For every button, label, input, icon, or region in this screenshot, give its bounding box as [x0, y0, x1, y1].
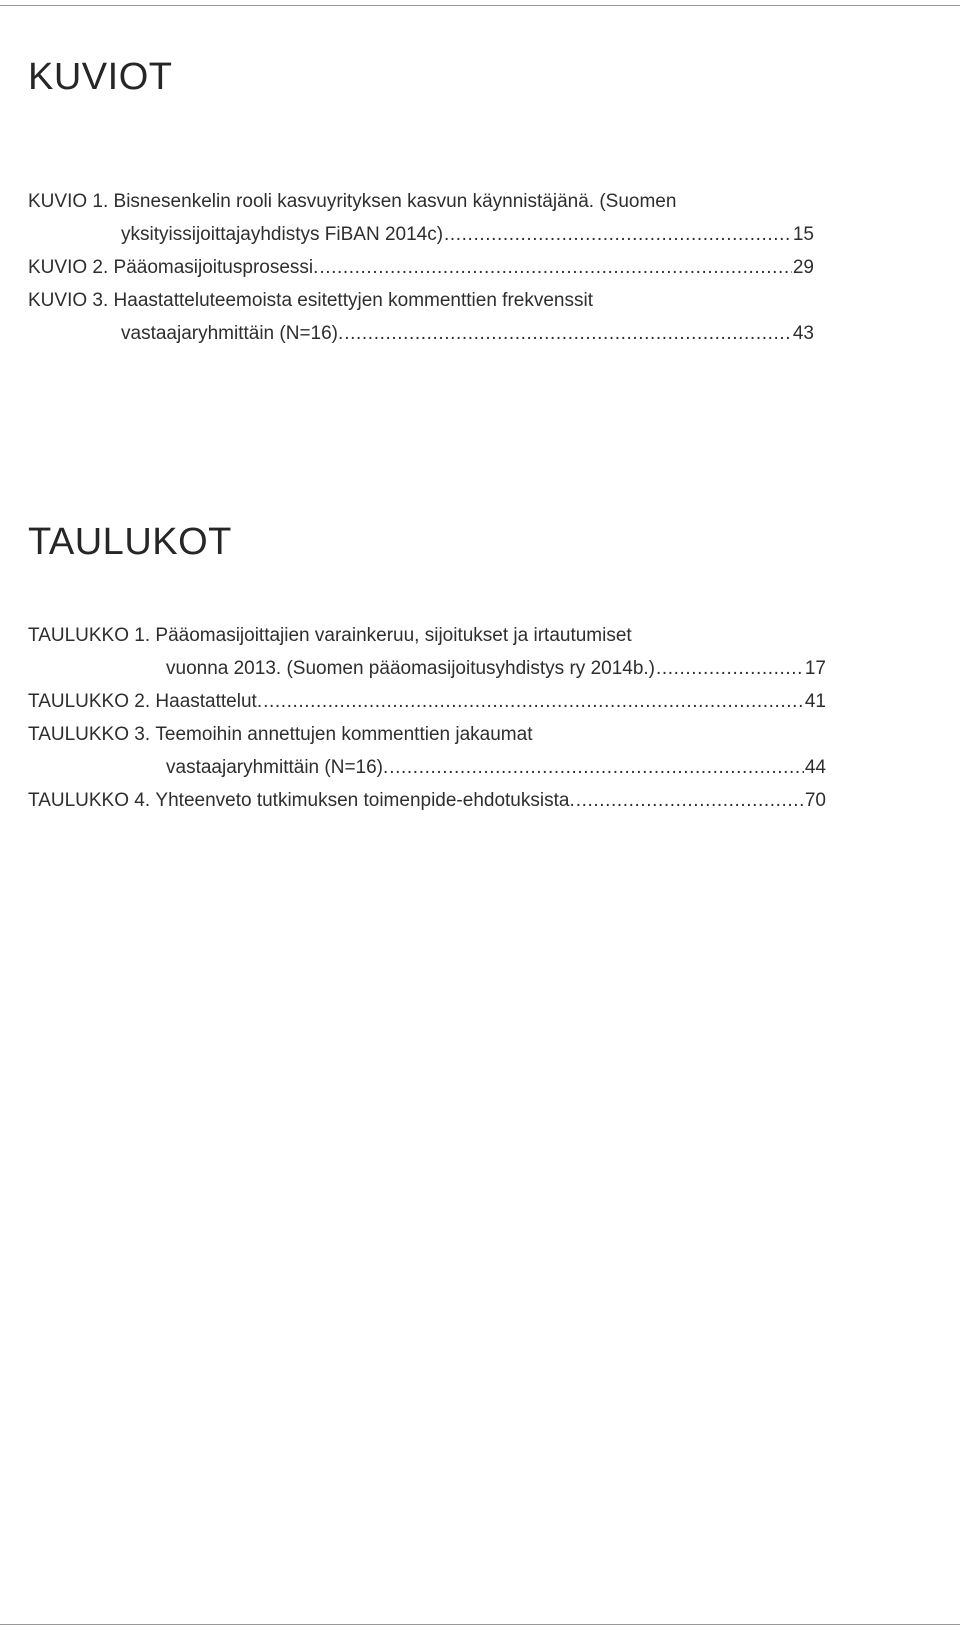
entry-title-continued: vastaajaryhmittäin (N=16).: [121, 323, 344, 344]
entry-title-continued: vuonna 2013. (Suomen pääomasijoitusyhdistys ry 2014b.): [166, 658, 656, 679]
figure-entry-3[interactable]: [28, 284, 814, 350]
table-entry-3[interactable]: [28, 718, 826, 784]
entry-line: [28, 718, 826, 751]
tables-heading: TAULUKOT: [28, 521, 232, 563]
entry-title: Pääomasijoittajien varainkeruu, sijoitukset ja irtautumiset: [155, 625, 632, 646]
tables-entries: [28, 619, 868, 817]
entry-label: TAULUKKO 2.: [28, 691, 151, 712]
dot-leader: [576, 784, 804, 817]
entry-line: [28, 251, 814, 284]
entry-title: Bisnesenkelin rooli kasvuyrityksen kasvun käynnistäjänä. (Suomen: [113, 191, 677, 212]
tables-list: [28, 520, 868, 817]
figures-entries: [28, 185, 868, 350]
table-entry-1[interactable]: [28, 619, 826, 685]
entry-line: [28, 284, 814, 317]
table-entry-4[interactable]: [28, 784, 826, 817]
page-number: 17: [804, 658, 826, 679]
figure-entry-1[interactable]: [28, 185, 814, 251]
entry-title-continued: yksityissijoittajayhdistys FiBAN 2014c): [121, 224, 444, 245]
entry-label: TAULUKKO 3.: [28, 724, 151, 745]
table-entry-2[interactable]: [28, 685, 826, 718]
entry-label: KUVIO 1.: [28, 191, 109, 212]
entry-line-continued: [28, 218, 814, 251]
entry-line: [28, 185, 814, 218]
entry-line: [28, 685, 826, 718]
entry-line: [28, 619, 826, 652]
entry-line-continued: [28, 751, 826, 784]
entry-title: Haastatteluteemoista esitettyjen kommenttien frekvenssit: [113, 290, 593, 311]
page-number: 15: [792, 224, 814, 245]
entry-title: Teemoihin annettujen kommenttien jakaumat: [155, 724, 533, 745]
page-number: 43: [792, 323, 814, 344]
entry-label: TAULUKKO 4.: [28, 790, 151, 811]
page-number: 44: [804, 757, 826, 778]
figures-list: [28, 55, 868, 350]
entry-label: KUVIO 3.: [28, 290, 109, 311]
figures-heading: KUVIOT: [28, 56, 173, 98]
entry-label: TAULUKKO 1.: [28, 625, 151, 646]
entry-line-continued: [28, 652, 826, 685]
page-number: 70: [804, 790, 826, 811]
entry-title-continued: vastaajaryhmittäin (N=16).: [166, 757, 389, 778]
entry-title: Pääomasijoitusprosessi.: [113, 257, 319, 278]
bottom-rule: [0, 1624, 960, 1625]
dot-leader: [344, 317, 792, 350]
top-rule: [0, 5, 960, 6]
entry-title: Yhteenveto tutkimuksen toimenpide-ehdotuksista.: [155, 790, 575, 811]
dot-leader: [319, 251, 791, 284]
dot-leader: [656, 652, 804, 685]
page-number: 29: [792, 257, 814, 278]
entry-label: KUVIO 2.: [28, 257, 109, 278]
dot-leader: [444, 218, 792, 251]
figure-entry-2[interactable]: [28, 251, 814, 284]
entry-title: Haastattelut.: [155, 691, 263, 712]
entry-line-continued: [28, 317, 814, 350]
dot-leader: [263, 685, 804, 718]
entry-line: [28, 784, 826, 817]
page-number: 41: [804, 691, 826, 712]
dot-leader: [389, 751, 804, 784]
